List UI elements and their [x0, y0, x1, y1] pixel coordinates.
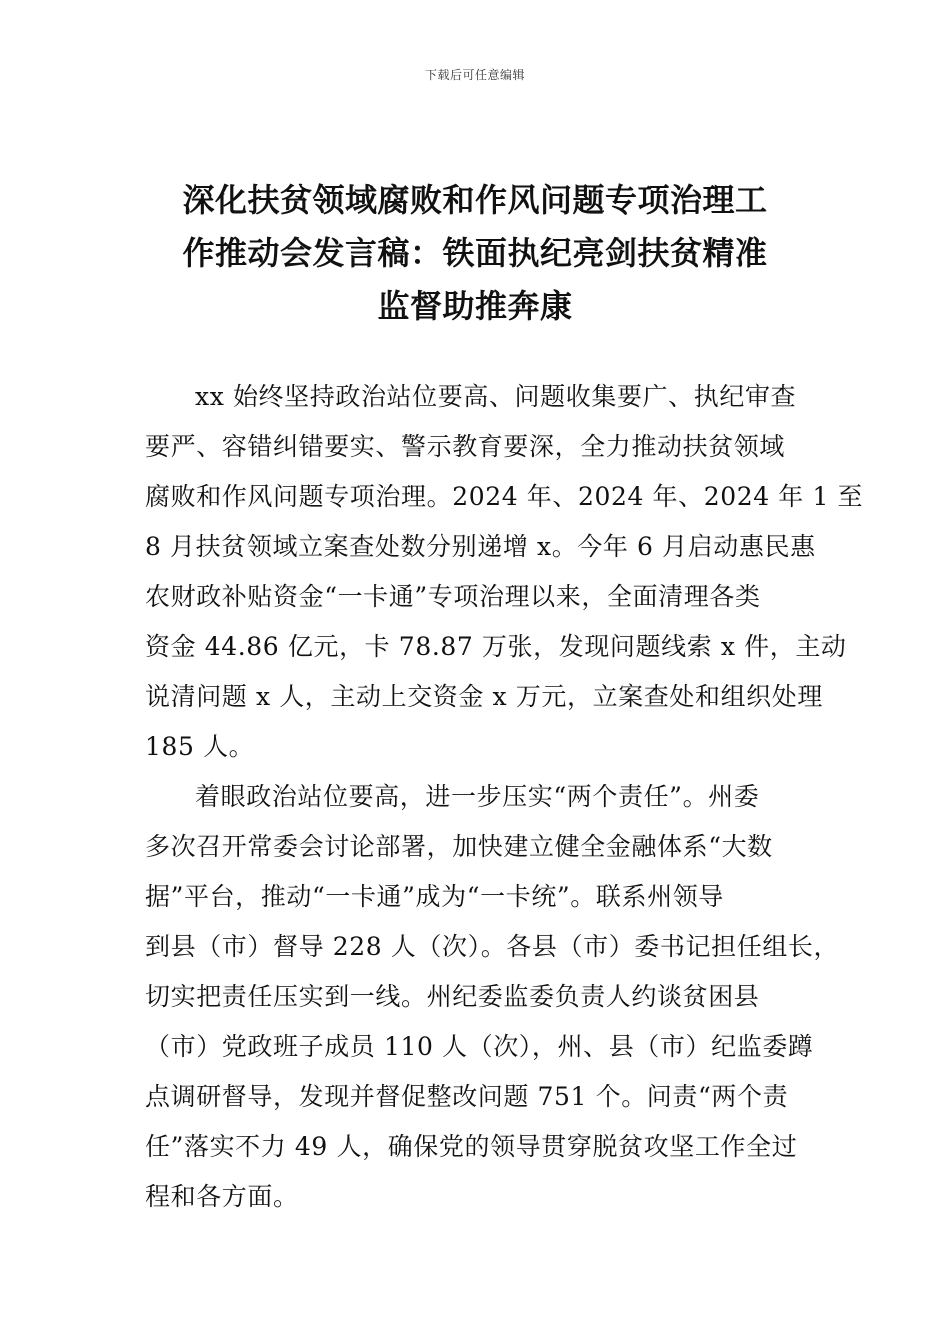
text-line: 据”平台，推动“一卡通”成为“一卡统”。联系州领导 [145, 882, 724, 911]
text-line: 任”落实不力 49 人，确保党的领导贯穿脱贫攻坚工作全过 [145, 1132, 798, 1161]
text-line: 腐败和作风问题专项治理。2024 年、2024 年、2024 年 1 至 [145, 482, 864, 511]
text-line: 要严、容错纠错要实、警示教育要深，全力推动扶贫领域 [145, 432, 786, 461]
text-line: 着眼政治站位要高，进一步压实“两个责任”。州委 [195, 782, 760, 811]
text-line: 农财政补贴资金“一卡通”专项治理以来，全面清理各类 [145, 582, 761, 611]
text-line: 8 月扶贫领域立案查处数分别递增 x。今年 6 月启动惠民惠 [145, 532, 816, 561]
document-title [145, 174, 805, 333]
text-line: xx 始终坚持政治站位要高、问题收集要广、执纪审查 [195, 382, 797, 411]
text-line: 程和各方面。 [145, 1182, 299, 1211]
text-line: 切实把责任压实到一线。州纪委监委负责人约谈贫困县 [145, 982, 760, 1011]
title-line: 监督助推奔康 [377, 287, 573, 325]
text-line: 多次召开常委会讨论部署，加快建立健全金融体系“大数 [145, 832, 773, 861]
text-line: （市）党政班子成员 110 人（次），州、县（市）纪监委蹲 [145, 1032, 814, 1061]
text-line: 185 人。 [145, 732, 255, 761]
text-line: 资金 44.86 亿元，卡 78.87 万张，发现问题线索 x 件，主动 [145, 632, 847, 661]
title-line: 深化扶贫领域腐败和作风问题专项治理工 [182, 181, 768, 219]
document-body [145, 372, 864, 1222]
paragraph [145, 772, 840, 1222]
text-line: 到县（市）督导 228 人（次）。各县（市）委书记担任组长， [145, 932, 840, 961]
paragraph [145, 372, 864, 772]
header-note: 下载后可任意编辑 [424, 68, 525, 82]
text-line: 说清问题 x 人，主动上交资金 x 万元，立案查处和组织处理 [145, 682, 823, 711]
title-line: 作推动会发言稿：铁面执纪亮剑扶贫精准 [182, 234, 768, 272]
text-line: 点调研督导，发现并督促整改问题 751 个。问责“两个责 [145, 1082, 789, 1111]
